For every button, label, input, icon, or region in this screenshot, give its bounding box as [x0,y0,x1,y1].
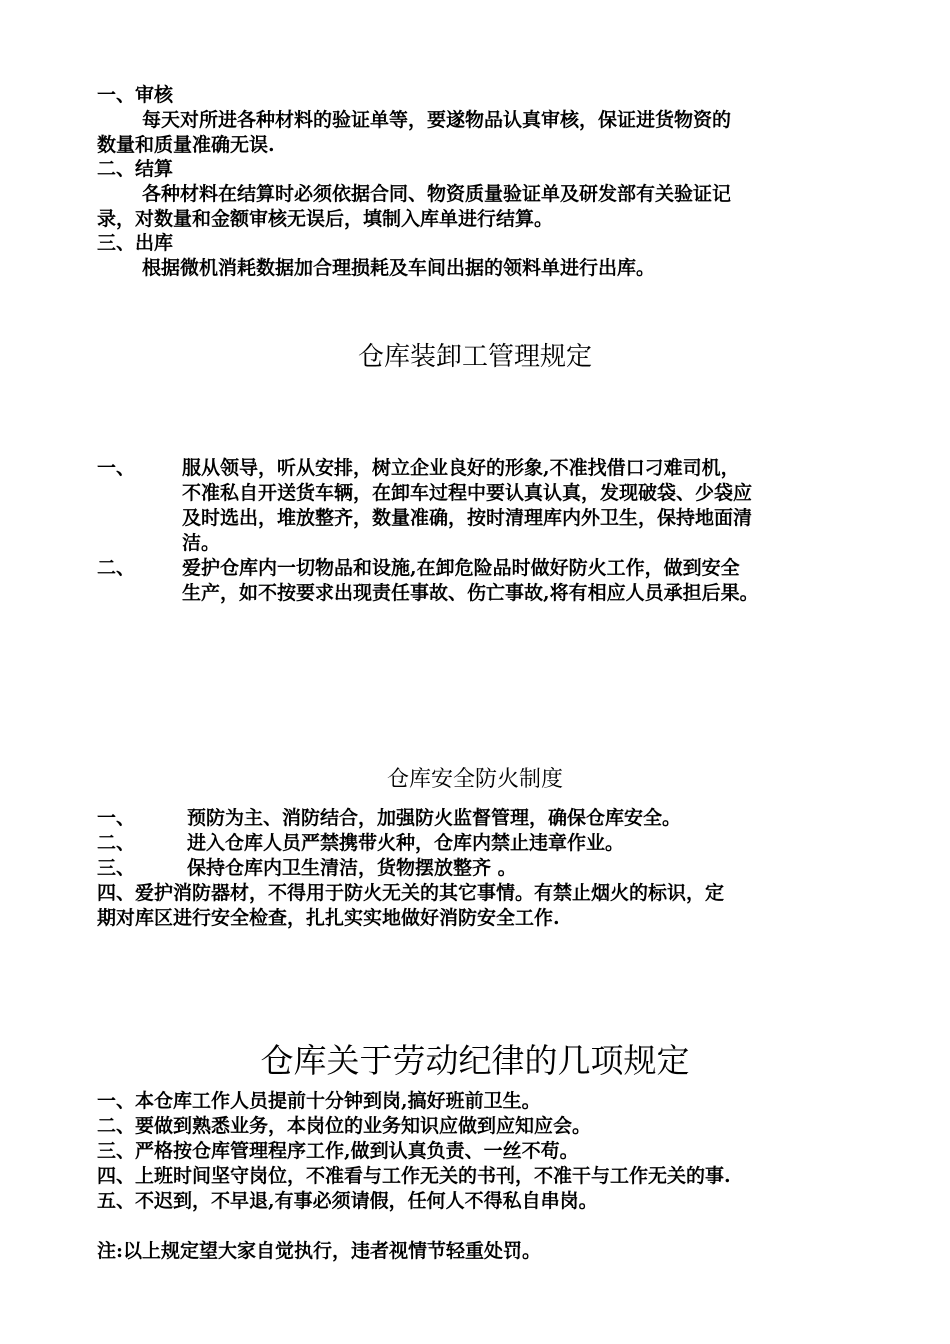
list-item-line: 二、要做到熟悉业务，本岗位的业务知识应做到应知应会。 [97,1115,592,1137]
list-number: 二、 [97,832,136,854]
list-item-line: 四、上班时间坚守岗位，不准看与工作无关的书刊，不准干与工作无关的事. [97,1165,731,1187]
list-number: 一、 [97,457,136,479]
paragraph-line: 每天对所进各种材料的验证单等，要遂物品认真审核，保证进货物资的 [142,109,732,131]
list-item-line: 不准私自开送货车辆，在卸车过程中要认真认真，发现破袋、少袋应 [182,482,753,504]
list-item-line: 保持仓库内卫生清洁，货物摆放整齐 。 [187,857,517,879]
paragraph-line: 数量和质量准确无误. [97,134,275,156]
list-item-line: 进入仓库人员严禁携带火种，仓库内禁止违章作业。 [187,832,625,854]
list-number: 一、 [97,807,136,829]
paragraph-line: 四、爱护消防器材，不得用于防火无关的其它事情。有禁止烟火的标识，定 [97,882,725,904]
list-item-line: 洁。 [182,532,221,554]
list-item-line: 三、严格按仓库管理程序工作,做到认真负责、一丝不苟。 [97,1140,579,1162]
section-title-labor-discipline: 仓库关于劳动纪律的几项规定 [260,1041,690,1080]
heading-review: 一、审核 [97,84,174,106]
list-item-line: 预防为主、消防结合，加强防火监督管理，确保仓库安全。 [187,807,682,829]
list-number: 二、 [97,557,136,579]
list-item-line: 爱护仓库内一切物品和设施,在卸危险品时做好防火工作，做到安全 [182,557,740,579]
list-number: 三、 [97,857,136,879]
paragraph-line: 各种材料在结算时必须依据合同、物资质量验证单及研发部有关验证记 [142,183,732,205]
paragraph-line: 期对库区进行安全检查，扎扎实实地做好消防安全工作. [97,907,560,929]
list-item-line: 一、本仓库工作人员提前十分钟到岗,搞好班前卫生。 [97,1090,541,1112]
paragraph-line: 根据微机消耗数据加合理损耗及车间出据的领料单进行出库。 [142,257,656,279]
list-item-line: 五、不迟到，不早退,有事必须请假，任何人不得私自串岗。 [97,1190,598,1212]
list-item-line: 服从领导，听从安排，树立企业良好的形象,不准找借口刁难司机， [182,457,740,479]
section-title-fire-safety: 仓库安全防火制度 [386,767,563,792]
heading-settlement: 二、结算 [97,158,174,180]
list-item-line: 及时选出，堆放整齐，数量准确，按时清理库内外卫生，保持地面清 [182,507,753,529]
list-item-line: 生产，如不按要求出现责任事故、伤亡事故,将有相应人员承担后果。 [182,582,759,604]
paragraph-line: 录，对数量和金额审核无误后，填制入库单进行结算。 [97,208,554,230]
section-title-loading: 仓库装卸工管理规定 [357,342,592,372]
heading-outbound: 三、出库 [97,232,174,254]
closing-note: 注:以上规定望大家自觉执行，违者视情节轻重处罚。 [97,1240,542,1262]
